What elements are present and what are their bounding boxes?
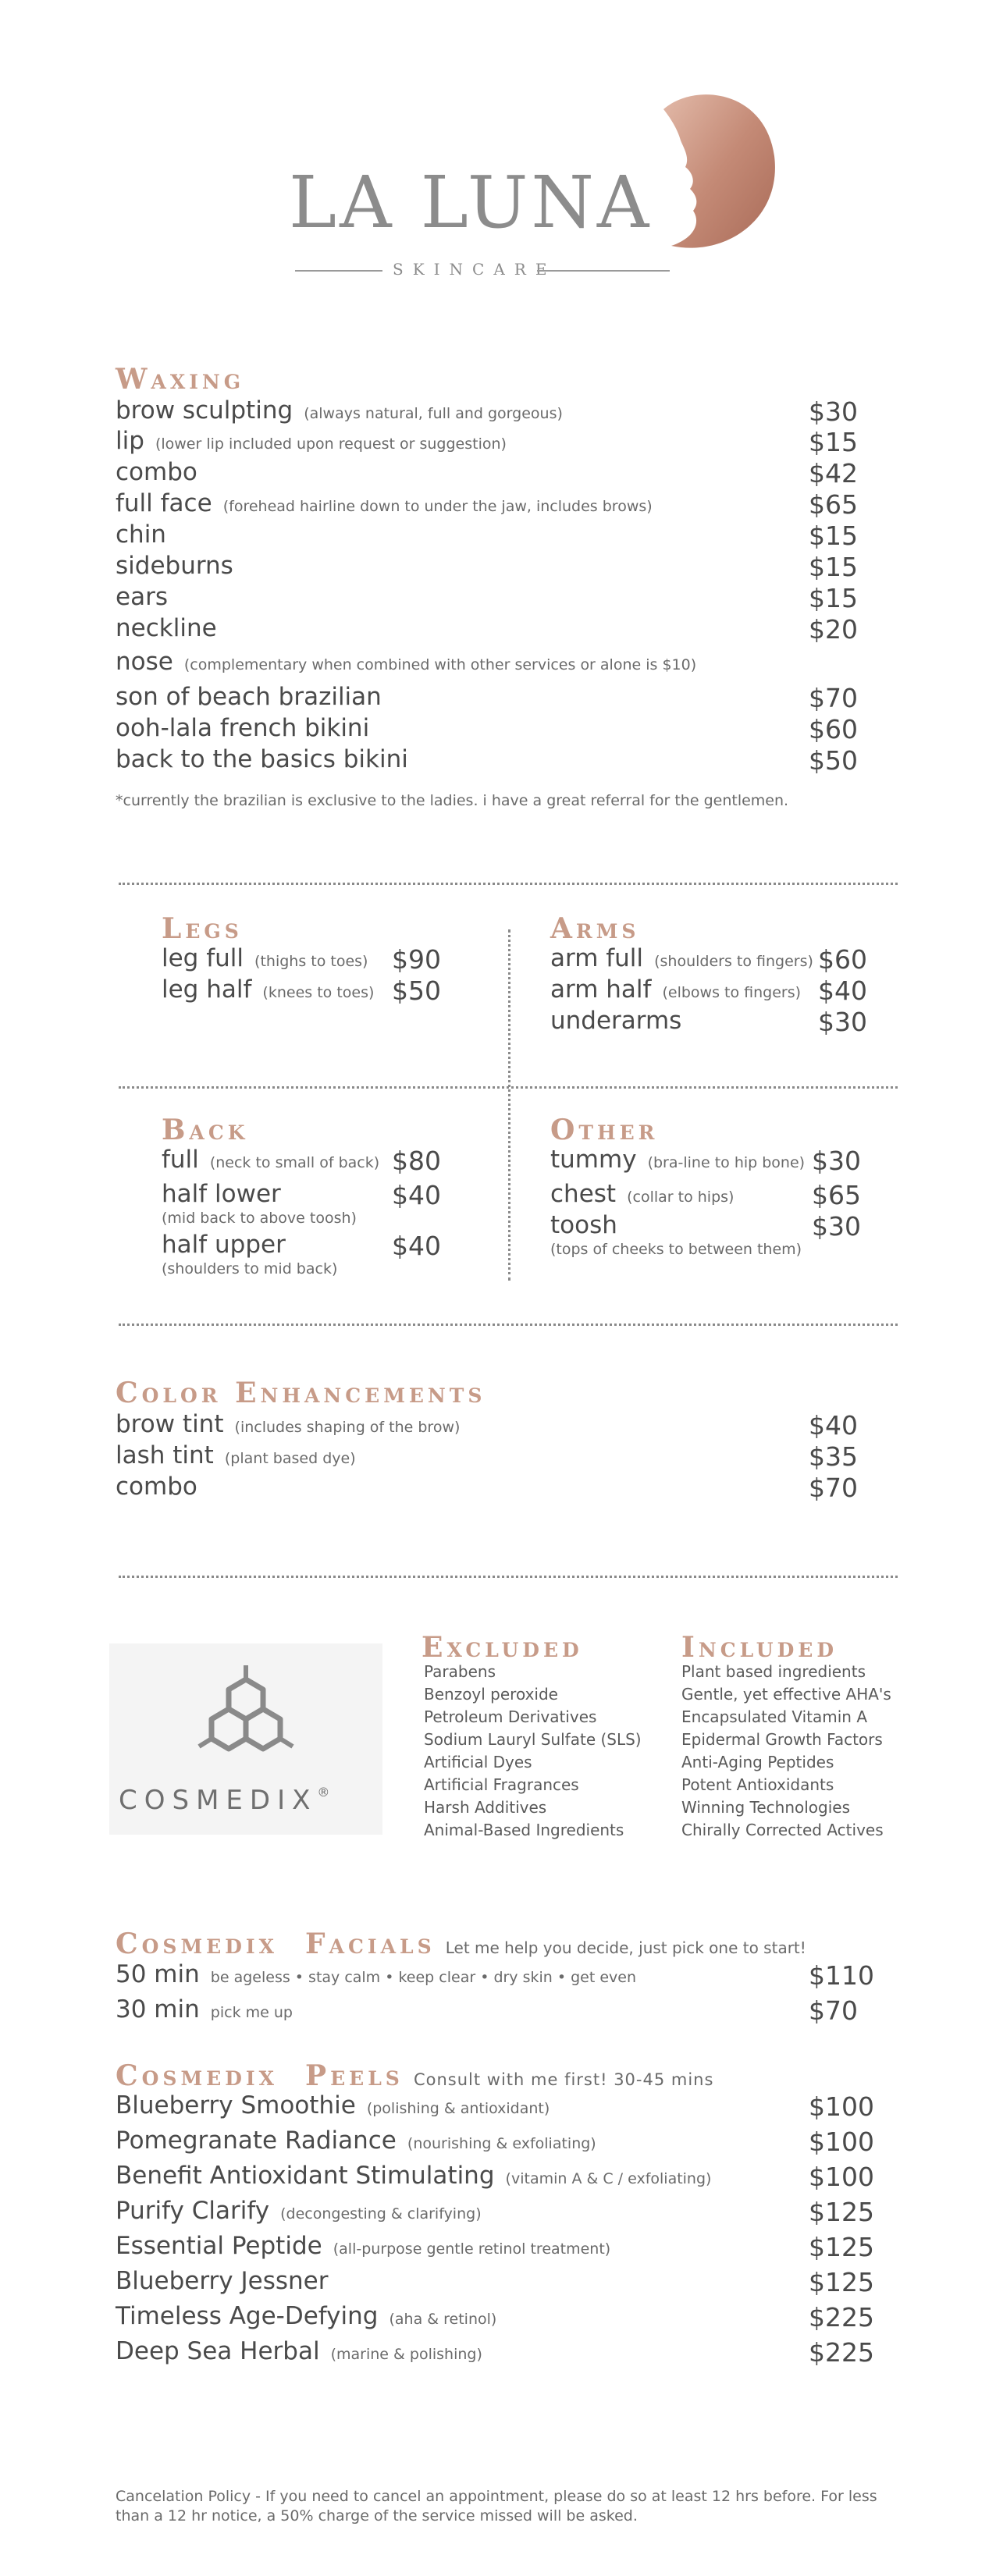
brand-name: LA LUNA [289, 161, 653, 244]
menu-item [116, 2197, 482, 2225]
menu-item [116, 745, 408, 773]
menu-item [116, 714, 369, 742]
item-name: chest [550, 1180, 617, 1208]
ingredient: Artificial Dyes [424, 1753, 532, 1771]
ingredient: Encapsulated Vitamin A [681, 1707, 868, 1726]
menu-item [116, 1410, 460, 1438]
ingredient: Plant based ingredients [681, 1662, 866, 1681]
item-price: $70 [809, 683, 858, 713]
item-price: $42 [809, 458, 858, 489]
item-note: (marine & polishing) [325, 2346, 482, 2363]
item-subnote: (mid back to above toosh) [162, 1210, 357, 1227]
item-name: Benefit Antioxidant Stimulating [116, 2162, 495, 2190]
item-price: $65 [812, 1180, 861, 1210]
brand-sub: SKINCARE [393, 260, 557, 279]
item-price: $30 [812, 1146, 861, 1176]
brand-rule-left [295, 270, 382, 272]
menu-item [116, 2232, 610, 2260]
excluded-heading: Excluded [422, 1631, 583, 1664]
menu-item [162, 944, 368, 972]
menu-item [550, 944, 813, 972]
item-name: toosh [550, 1211, 617, 1239]
ingredient: Parabens [424, 1662, 496, 1681]
other-heading: Other [550, 1114, 659, 1146]
item-name: brow tint [116, 1410, 224, 1438]
back-heading: Back [162, 1114, 249, 1146]
item-subnote: (tops of cheeks to between them) [550, 1241, 802, 1258]
item-name: 50 min [116, 1960, 200, 1988]
item-note: (complementary when combined with other services or alone is $10) [179, 656, 697, 673]
item-note: (polishing & antioxidant) [361, 2100, 550, 2117]
menu-item [116, 648, 696, 676]
item-note: (nourishing & exfoliating) [402, 2135, 596, 2152]
item-name: full face [116, 489, 212, 517]
item-name: leg half [162, 975, 252, 1004]
item-note: (elbows to fingers) [657, 984, 802, 1001]
menu-item [116, 583, 168, 611]
item-price: $80 [392, 1146, 441, 1176]
menu-item [116, 2091, 550, 2119]
cosmedix-hexagon-icon [191, 1662, 301, 1760]
item-price: $60 [809, 714, 858, 744]
cosmedix-logo-text [119, 1785, 329, 1816]
facials-subtitle: Let me help you decide, just pick one to start! [445, 1938, 806, 1957]
ingredient: Epidermal Growth Factors [681, 1730, 883, 1749]
legs-heading: Legs [162, 912, 243, 945]
menu-item [116, 1441, 356, 1469]
ingredient: Sodium Lauryl Sulfate (SLS) [424, 1730, 642, 1749]
arms-heading: Arms [550, 912, 640, 945]
item-price: $15 [809, 552, 858, 582]
item-price: $30 [809, 396, 858, 427]
item-price: $125 [809, 2267, 874, 2297]
item-name: Purify Clarify [116, 2197, 270, 2225]
item-note: (forehead hairline down to under the jaw, includes brows) [218, 498, 653, 515]
menu-item [116, 2127, 596, 2155]
ingredient: Anti-Aging Peptides [681, 1753, 834, 1771]
item-price: $100 [809, 2127, 874, 2157]
included-heading: Included [681, 1631, 838, 1664]
item-name: son of beach brazilian [116, 683, 382, 711]
menu-item [116, 2337, 482, 2365]
menu-item [550, 1007, 681, 1035]
item-price: $40 [818, 975, 867, 1006]
item-note: be ageless • stay calm • keep clear • dry skin • get even [205, 1969, 637, 1986]
divider [119, 1324, 898, 1326]
menu-item [116, 489, 653, 517]
facials-header [116, 1930, 806, 1958]
item-price: $125 [809, 2197, 874, 2227]
menu-item [116, 683, 382, 711]
item-name: chin [116, 521, 166, 549]
ingredient: Winning Technologies [681, 1798, 851, 1817]
waxing-heading: Waxing [116, 363, 245, 396]
item-price: $50 [392, 975, 441, 1006]
item-price: $100 [809, 2162, 874, 2192]
item-name: Blueberry Jessner [116, 2267, 329, 2295]
item-name: tummy [550, 1146, 637, 1174]
cancelation-policy: Cancelation Policy - If you need to cancel an appointment, please do so at least 12 hrs before. For less than a 12 hr notice, a 50% charge of the service missed will be asked. [116, 2488, 877, 2524]
item-note: (shoulders to fingers) [649, 953, 813, 970]
item-price: $30 [812, 1211, 861, 1242]
item-name: Essential Peptide [116, 2232, 322, 2260]
item-price: $110 [809, 1960, 874, 1991]
menu-item [162, 1231, 286, 1259]
item-note: (knees to toes) [258, 984, 375, 1001]
peels-header [116, 2059, 714, 2092]
item-price: $20 [809, 614, 858, 645]
item-note: (thighs to toes) [250, 953, 368, 970]
item-price: $50 [809, 745, 858, 776]
menu-item [116, 2267, 328, 2295]
item-price: $40 [392, 1231, 441, 1261]
item-name: nose [116, 648, 173, 676]
item-note: (lower lip included upon request or suggestion) [150, 435, 507, 453]
peels-subtitle: Consult with me first! 30-45 mins [413, 2070, 714, 2089]
item-name: half upper [162, 1231, 286, 1259]
menu-item [116, 2162, 711, 2190]
item-note: (all-purpose gentle retinol treatment) [328, 2240, 611, 2258]
item-price: $70 [809, 1995, 858, 2026]
item-name: full [162, 1146, 199, 1174]
menu-item [116, 396, 563, 425]
item-name: combo [116, 458, 197, 486]
item-name: sideburns [116, 552, 233, 580]
item-price: $70 [809, 1473, 858, 1503]
item-note: (bra-line to hip bone) [642, 1154, 806, 1171]
brand-rule-right [537, 270, 670, 272]
item-subnote: (shoulders to mid back) [162, 1260, 338, 1277]
item-price: $15 [809, 427, 858, 457]
menu-item [116, 1473, 197, 1501]
ingredient: Artificial Fragrances [424, 1775, 579, 1794]
menu-item [550, 1211, 617, 1239]
ingredient: Benzoyl peroxide [424, 1685, 558, 1704]
menu-item [550, 1180, 734, 1208]
divider [119, 1576, 898, 1578]
item-note: (neck to small of back) [205, 1154, 380, 1171]
cosmedix-logo-mark: ® [317, 1785, 330, 1800]
item-price: $225 [809, 2302, 874, 2333]
item-name: Timeless Age-Defying [116, 2302, 379, 2330]
menu-item [116, 614, 217, 642]
item-price: $40 [809, 1410, 858, 1441]
menu-item [550, 975, 801, 1004]
item-name: back to the basics bikini [116, 745, 408, 773]
item-price: $30 [818, 1007, 867, 1037]
peels-heading: Cosmedix Peels [116, 2059, 404, 2092]
item-name: combo [116, 1473, 197, 1501]
item-note: (collar to hips) [622, 1189, 735, 1206]
color-heading: Color Enhancements [116, 1377, 486, 1409]
item-price: $15 [809, 521, 858, 551]
item-name: half lower [162, 1180, 281, 1208]
menu-item [116, 427, 507, 455]
menu-item [116, 1995, 293, 2023]
item-name: underarms [550, 1007, 682, 1035]
item-price: $225 [809, 2337, 874, 2368]
item-note: (always natural, full and gorgeous) [299, 405, 563, 422]
item-name: Pomegranate Radiance [116, 2127, 397, 2155]
ingredient: Gentle, yet effective AHA's [681, 1685, 891, 1704]
menu-item [116, 1960, 636, 1988]
grid-divider-horizontal [119, 1086, 898, 1089]
menu-item [550, 1146, 805, 1174]
grid-divider-vertical [508, 929, 510, 1281]
item-note: pick me up [205, 2004, 293, 2021]
menu-item [162, 1146, 379, 1174]
item-name: 30 min [116, 1995, 200, 2023]
item-name: lash tint [116, 1441, 214, 1469]
cosmedix-logo-name: COSMEDIX [119, 1785, 318, 1816]
ingredient: Potent Antioxidants [681, 1775, 834, 1794]
menu-item [116, 521, 166, 549]
menu-item [116, 552, 233, 580]
item-price: $40 [392, 1180, 441, 1210]
item-name: lip [116, 427, 144, 455]
menu-item [116, 2302, 496, 2330]
divider [119, 883, 898, 885]
menu-item [116, 458, 197, 486]
item-name: brow sculpting [116, 396, 293, 425]
item-name: leg full [162, 944, 244, 972]
item-name: Deep Sea Herbal [116, 2337, 320, 2365]
item-price: $35 [809, 1441, 858, 1472]
item-price: $60 [818, 944, 867, 975]
item-note: (aha & retinol) [384, 2311, 497, 2328]
item-price: $125 [809, 2232, 874, 2262]
item-name: ooh-lala french bikini [116, 714, 370, 742]
item-name: arm full [550, 944, 644, 972]
item-price: $15 [809, 583, 858, 613]
item-note: (vitamin A & C / exfoliating) [500, 2170, 712, 2187]
ingredient: Harsh Additives [424, 1798, 547, 1817]
item-price: $100 [809, 2091, 874, 2122]
menu-item [162, 975, 374, 1004]
item-price: $90 [392, 944, 441, 975]
item-note: (includes shaping of the brow) [229, 1419, 461, 1436]
ingredient: Animal-Based Ingredients [424, 1821, 624, 1839]
menu-item [162, 1180, 281, 1208]
item-name: ears [116, 583, 168, 611]
item-name: neckline [116, 614, 217, 642]
item-name: Blueberry Smoothie [116, 2091, 356, 2119]
facials-heading: Cosmedix Facials [116, 1928, 436, 1960]
ingredient: Petroleum Derivatives [424, 1707, 597, 1726]
item-name: arm half [550, 975, 652, 1004]
waxing-footnote: *currently the brazilian is exclusive to the ladies. i have a great referral for the gentlemen. [116, 792, 789, 809]
item-price: $65 [809, 489, 858, 520]
ingredient: Chirally Corrected Actives [681, 1821, 884, 1839]
item-note: (decongesting & clarifying) [276, 2205, 482, 2222]
item-note: (plant based dye) [219, 1450, 356, 1467]
